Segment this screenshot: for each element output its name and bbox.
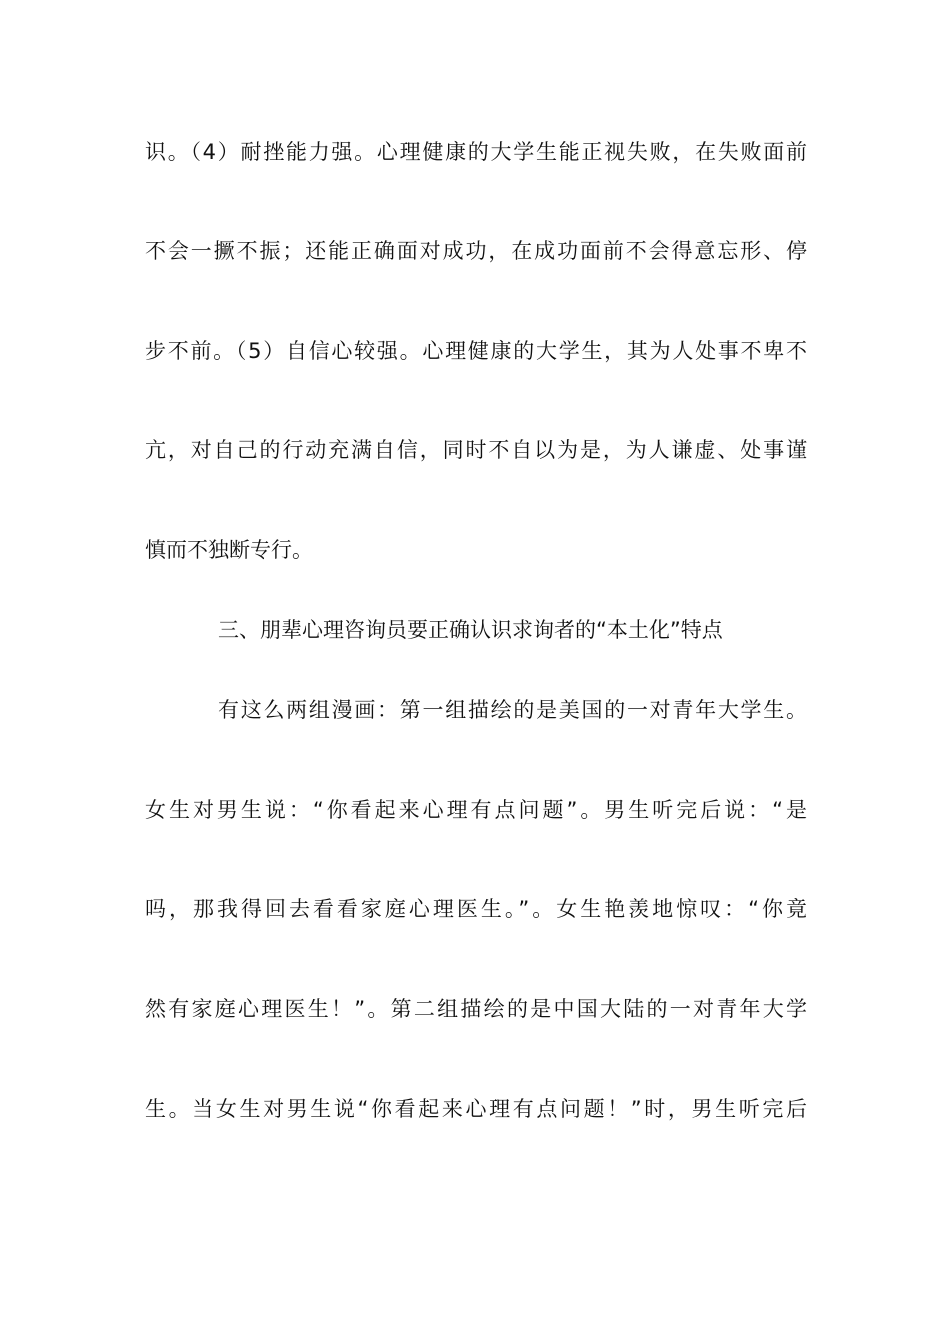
paragraph-line: 然有家庭心理医生！”。第二组描绘的是中国大陆的一对青年大学 [145, 997, 807, 1021]
paragraph-line: 有这么两组漫画：第一组描绘的是美国的一对青年大学生。 [218, 698, 807, 722]
paragraph-line: 识。（4）耐挫能力强。心理健康的大学生能正视失败，在失败面前 [145, 140, 807, 164]
paragraph-line: 女生对男生说：“你看起来心理有点问题”。男生听完后说：“是 [145, 798, 807, 822]
paragraph-line: 慎而不独断专行。 [145, 538, 313, 562]
paragraph-line: 生。当女生对男生说“你看起来心理有点问题！”时，男生听完后 [145, 1097, 807, 1121]
section-heading: 三、朋辈心理咨询员要正确认识求询者的“本土化”特点 [218, 618, 723, 642]
paragraph-line: 步不前。（5）自信心较强。心理健康的大学生，其为人处事不卑不 [145, 339, 807, 363]
paragraph-line: 亢，对自己的行动充满自信，同时不自以为是，为人谦虚、处事谨 [145, 438, 807, 462]
paragraph-line: 不会一撅不振；还能正确面对成功，在成功面前不会得意忘形、停 [145, 239, 807, 263]
paragraph-line: 吗，那我得回去看看家庭心理医生。”。女生艳羡地惊叹：“你竟 [145, 897, 807, 921]
